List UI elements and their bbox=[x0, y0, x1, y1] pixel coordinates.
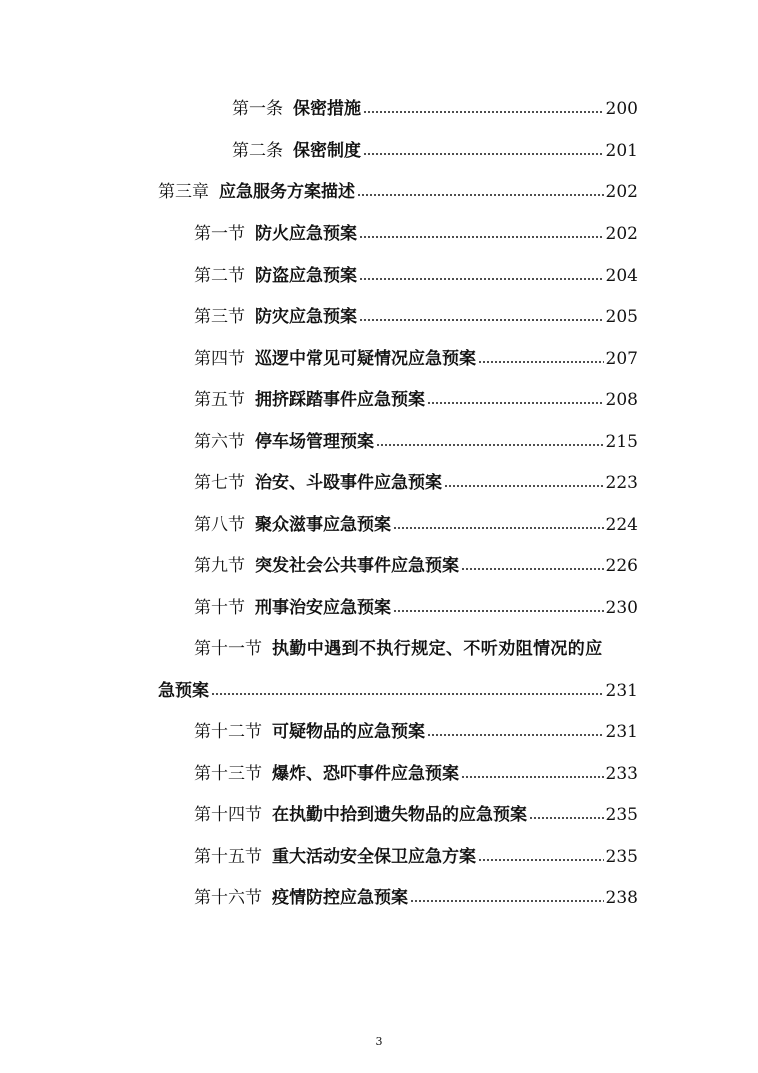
dot-leader bbox=[529, 815, 604, 821]
page-number: 3 bbox=[375, 1035, 383, 1048]
toc-entry-number: 第三章 bbox=[158, 182, 209, 202]
toc-entry-title: 刑事治安应急预案 bbox=[255, 598, 391, 618]
toc-entry-page: 231 bbox=[605, 681, 638, 701]
toc-entry-title-continued: 急预案 bbox=[158, 681, 209, 701]
dot-leader bbox=[359, 276, 604, 282]
toc-entry-title: 可疑物品的应急预案 bbox=[272, 722, 425, 742]
toc-entry-number: 第十二节 bbox=[194, 722, 262, 742]
toc-entry[interactable] bbox=[194, 842, 638, 872]
toc-entry-title: 疫情防控应急预案 bbox=[272, 888, 408, 908]
toc-entry-title: 治安、斗殴事件应急预案 bbox=[255, 473, 442, 493]
toc-entry-title: 在执勤中拾到遗失物品的应急预案 bbox=[272, 805, 527, 825]
toc-entry-number: 第三节 bbox=[194, 307, 245, 327]
toc-entry[interactable] bbox=[194, 717, 638, 747]
dot-leader bbox=[363, 151, 604, 157]
dot-leader bbox=[478, 359, 604, 365]
toc-entry[interactable] bbox=[194, 800, 638, 830]
toc-entry-page: 202 bbox=[605, 182, 638, 202]
toc-entry[interactable] bbox=[232, 136, 638, 166]
toc-entry-title: 防灾应急预案 bbox=[255, 307, 357, 327]
toc-entry-number: 第二节 bbox=[194, 266, 245, 286]
dot-leader bbox=[444, 483, 604, 489]
toc-entry-page: 238 bbox=[605, 888, 638, 908]
toc-entry-page: 235 bbox=[605, 847, 638, 867]
toc-entry-title: 防盗应急预案 bbox=[255, 266, 357, 286]
toc-entry-page: 224 bbox=[605, 515, 638, 535]
toc-entry-page: 205 bbox=[605, 307, 638, 327]
dot-leader bbox=[427, 732, 604, 738]
dot-leader bbox=[376, 442, 604, 448]
toc-entry-number: 第十四节 bbox=[194, 805, 262, 825]
toc-entry-title: 拥挤踩踏事件应急预案 bbox=[255, 390, 425, 410]
toc-entry-number: 第一节 bbox=[194, 224, 245, 244]
toc-entry-number: 第一条 bbox=[232, 99, 283, 119]
toc-entry-number: 第五节 bbox=[194, 390, 245, 410]
toc-entry[interactable] bbox=[194, 385, 638, 415]
toc-entry[interactable] bbox=[194, 468, 638, 498]
toc-entry-page: 215 bbox=[605, 432, 638, 452]
toc-entry-page: 204 bbox=[605, 266, 638, 286]
toc-entry[interactable] bbox=[194, 261, 638, 291]
toc-entry-wrapped-line1[interactable] bbox=[194, 634, 638, 664]
dot-leader bbox=[211, 691, 604, 697]
dot-leader bbox=[461, 774, 604, 780]
toc-entry-number: 第十六节 bbox=[194, 888, 262, 908]
toc-entry[interactable] bbox=[194, 344, 638, 374]
toc-entry-title: 巡逻中常见可疑情况应急预案 bbox=[255, 349, 476, 369]
toc-entry[interactable] bbox=[194, 302, 638, 332]
dot-leader bbox=[427, 400, 604, 406]
toc-entry[interactable] bbox=[194, 551, 638, 581]
toc-entry-wrapped-line2[interactable] bbox=[158, 676, 638, 706]
toc-entry-number: 第十一节 bbox=[194, 639, 262, 659]
toc-entry-page: 200 bbox=[605, 99, 638, 119]
dot-leader bbox=[410, 898, 604, 904]
toc-entry-number: 第八节 bbox=[194, 515, 245, 535]
toc-entry-number: 第二条 bbox=[232, 141, 283, 161]
toc-entry-number: 第七节 bbox=[194, 473, 245, 493]
toc-entry-title: 保密措施 bbox=[293, 99, 361, 119]
toc-entry[interactable] bbox=[194, 510, 638, 540]
toc-entry-page: 233 bbox=[605, 764, 638, 784]
toc-entry[interactable] bbox=[194, 219, 638, 249]
dot-leader bbox=[363, 109, 604, 115]
dot-leader bbox=[478, 857, 604, 863]
toc-entry-title: 防火应急预案 bbox=[255, 224, 357, 244]
toc-entry-title: 停车场管理预案 bbox=[255, 432, 374, 452]
toc-entry-page: 235 bbox=[605, 805, 638, 825]
toc-entry-page: 226 bbox=[605, 556, 638, 576]
dot-leader bbox=[357, 192, 604, 198]
toc-entry-number: 第十节 bbox=[194, 598, 245, 618]
toc-entry-title: 爆炸、恐吓事件应急预案 bbox=[272, 764, 459, 784]
toc-entry-title: 保密制度 bbox=[293, 141, 361, 161]
dot-leader bbox=[393, 525, 604, 531]
dot-leader bbox=[359, 317, 604, 323]
toc-entry-title: 重大活动安全保卫应急方案 bbox=[272, 847, 476, 867]
toc-entry-page: 208 bbox=[605, 390, 638, 410]
toc-entry-number: 第六节 bbox=[194, 432, 245, 452]
toc-entry[interactable] bbox=[194, 427, 638, 457]
toc-entry-page: 201 bbox=[605, 141, 638, 161]
toc-entry[interactable] bbox=[194, 883, 638, 913]
toc-entry-title: 应急服务方案描述 bbox=[219, 182, 355, 202]
toc-entry-page: 202 bbox=[605, 224, 638, 244]
toc-entry-number: 第十五节 bbox=[194, 847, 262, 867]
dot-leader bbox=[359, 234, 604, 240]
toc-entry[interactable] bbox=[194, 759, 638, 789]
toc-entry-page: 207 bbox=[605, 349, 638, 369]
toc-entry[interactable] bbox=[232, 94, 638, 124]
toc-entry[interactable] bbox=[194, 593, 638, 623]
toc-entry-page: 231 bbox=[605, 722, 638, 742]
toc-entry-title: 执勤中遇到不执行规定、不听劝阻情况的应 bbox=[272, 639, 603, 659]
toc-entry-number: 第四节 bbox=[194, 349, 245, 369]
dot-leader bbox=[393, 608, 604, 614]
toc-entry-number: 第九节 bbox=[194, 556, 245, 576]
toc-entry-page: 223 bbox=[605, 473, 638, 493]
toc-entry-number: 第十三节 bbox=[194, 764, 262, 784]
toc-entry[interactable] bbox=[158, 177, 638, 207]
toc-entry-page: 230 bbox=[605, 598, 638, 618]
toc-entry-title: 突发社会公共事件应急预案 bbox=[255, 556, 459, 576]
dot-leader bbox=[461, 566, 604, 572]
toc-entry-title: 聚众滋事应急预案 bbox=[255, 515, 391, 535]
